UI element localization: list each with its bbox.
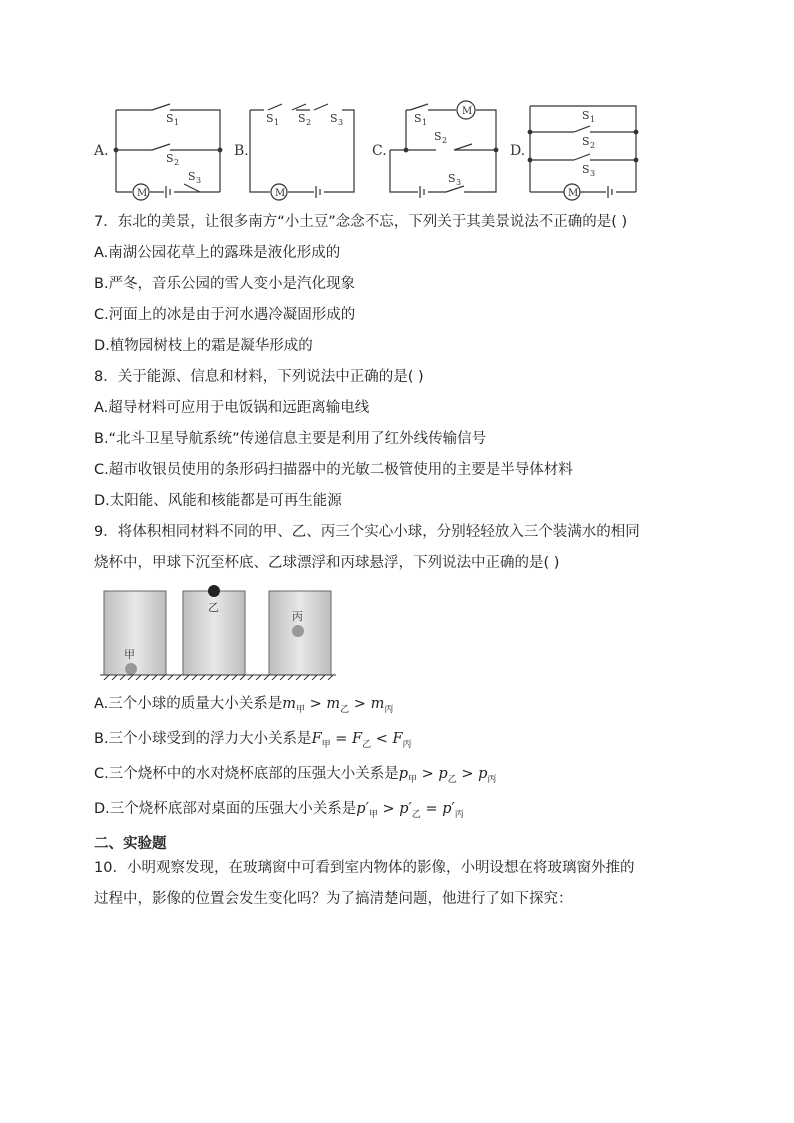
switch-s1-c: S: [414, 112, 422, 125]
circuit-diagrams: [92, 92, 652, 202]
op-gt: >: [417, 766, 439, 782]
beaker-jia: [104, 591, 166, 675]
q9-option-b: [94, 729, 412, 755]
sub-yi: 乙: [340, 704, 350, 715]
var-p: p: [438, 766, 448, 782]
sub-jia: 甲: [296, 704, 306, 715]
op-eq: =: [330, 731, 353, 747]
switch-s1-a-sub: 1: [174, 118, 180, 127]
op-gt: >: [305, 696, 327, 712]
var-m: m: [370, 696, 385, 712]
op-gt: >: [349, 696, 371, 712]
q9-option-a: [94, 694, 393, 720]
q7-option-d: D.植物园树枝上的霜是凝华形成的: [94, 338, 313, 354]
circuit-option-a: [93, 104, 222, 200]
switch-s3-c-sub: 3: [456, 178, 462, 187]
ball-yi: [208, 585, 220, 597]
switch-s1-b: S: [266, 112, 274, 125]
sub-yi: 乙: [447, 774, 457, 785]
q9-option-d: [94, 799, 464, 825]
op-eq: =: [420, 801, 443, 817]
circuit-option-d: [510, 106, 638, 200]
switch-s2-b: S: [298, 112, 306, 125]
beakers-figure: [100, 585, 340, 680]
sub-jia: 甲: [368, 809, 378, 820]
q7-option-b: B.严冬，音乐公园的雪人变小是汽化现象: [94, 276, 356, 292]
switch-s1-b-sub: 1: [274, 118, 280, 127]
var-f: F: [352, 731, 363, 747]
option-c-label: C.: [372, 143, 387, 159]
var-f: F: [392, 731, 403, 747]
q8-option-d: D.太阳能、风能和核能都是可再生能源: [94, 493, 342, 509]
var-f: F: [311, 731, 322, 747]
var-p-prime: p′: [442, 801, 455, 817]
q7-option-a: A.南湖公园花草上的露珠是液化形成的: [94, 245, 341, 261]
switch-s2-c: S: [434, 130, 442, 143]
var-p-prime: p′: [399, 801, 412, 817]
ball-bing-label: 丙: [292, 610, 303, 623]
sub-jia: 甲: [321, 739, 331, 750]
q10-line2: 过程中，影像的位置会发生变化吗？为了搞清楚问题，他进行了如下探究：: [94, 891, 573, 907]
option-b-label: B.: [234, 143, 249, 159]
switch-s3-b-sub: 3: [338, 118, 344, 127]
ball-jia-label: 甲: [124, 648, 135, 661]
q7-option-c: C.河面上的冰是由于河水遇冷凝固形成的: [94, 307, 356, 323]
switch-s3-d-sub: 3: [590, 169, 596, 178]
q9-stem-line1: 9．将体积相同材料不同的甲、乙、丙三个实心小球，分别轻轻放入三个装满水的相同: [94, 524, 640, 540]
sub-yi: 乙: [362, 739, 372, 750]
q8-option-b: B.“北斗卫星导航系统”传递信息主要是利用了红外线传输信号: [94, 431, 487, 447]
switch-s3-c: S: [448, 172, 456, 185]
switch-s3-b: S: [330, 112, 338, 125]
sub-bing: 丙: [402, 739, 412, 750]
switch-s2-d: S: [582, 135, 590, 148]
switch-s1-a: S: [166, 112, 174, 125]
var-p-prime: p′: [356, 801, 369, 817]
circuit-option-b: [234, 104, 354, 200]
q10-line1: 10．小明观察发现，在玻璃窗中可看到室内物体的影像，小明设想在将玻璃窗外推的: [94, 860, 635, 876]
var-m: m: [282, 696, 297, 712]
sub-bing: 丙: [384, 704, 394, 715]
switch-s1-d-sub: 1: [590, 115, 596, 124]
q9-option-d-text: D.三个烧杯底部对桌面的压强大小关系是: [94, 801, 357, 817]
option-a-label: A.: [94, 143, 109, 159]
op-gt: >: [456, 766, 479, 782]
q9-option-c: [94, 764, 496, 790]
ball-bing: [292, 625, 304, 637]
op-lt: <: [371, 731, 393, 747]
q8-option-c: C.超市收银员使用的条形码扫描器中的光敏二极管使用的主要是半导体材料: [94, 462, 573, 478]
q8-stem: 8．关于能源、信息和材料，下列说法中正确的是( ): [94, 369, 424, 385]
q9-option-a-text: A.三个小球的质量大小关系是: [94, 696, 283, 712]
switch-s3-d: S: [582, 163, 590, 176]
q8-option-a: A.超导材料可应用于电饭锅和远距离输电线: [94, 400, 370, 416]
switch-s2-a-sub: 2: [174, 158, 180, 167]
beaker-yi: [183, 585, 245, 675]
q7-stem: 7．东北的美景，让很多南方“小土豆”念念不忘，下列关于其美景说法不正确的是( ): [94, 214, 628, 230]
q9-option-c-text: C.三个烧杯中的水对烧杯底部的压强大小关系是: [94, 766, 399, 782]
var-p: p: [478, 766, 488, 782]
circuit-option-c: [372, 101, 498, 198]
switch-s2-a: S: [166, 152, 174, 165]
switch-s2-d-sub: 2: [590, 141, 596, 150]
var-p: p: [398, 766, 409, 782]
ball-yi-label: 乙: [208, 601, 219, 614]
switch-s2-c-sub: 2: [442, 136, 448, 145]
sub-jia: 甲: [408, 774, 418, 785]
switch-s3-a-sub: 3: [196, 176, 202, 185]
motor-a-label: M: [137, 188, 148, 199]
motor-b-label: M: [275, 188, 286, 199]
beaker-bing: [269, 591, 331, 675]
section-heading: 二、实验题: [94, 836, 167, 852]
option-d-label: D.: [510, 143, 526, 159]
switch-s3-a: S: [188, 170, 196, 183]
ball-jia: [125, 663, 137, 675]
switch-s2-b-sub: 2: [306, 118, 312, 127]
table-surface: [100, 675, 336, 680]
motor-c-label: M: [462, 106, 473, 117]
q9-option-b-text: B.三个小球受到的浮力大小关系是: [94, 731, 312, 747]
motor-d-label: M: [568, 188, 579, 199]
sub-yi: 乙: [411, 809, 421, 820]
var-m: m: [326, 696, 341, 712]
switch-s1-d: S: [582, 109, 590, 122]
switch-s1-c-sub: 1: [422, 118, 428, 127]
sub-bing: 丙: [454, 809, 464, 820]
q9-stem-line2: 烧杯中，甲球下沉至杯底、乙球漂浮和丙球悬浮，下列说法中正确的是( ): [94, 555, 560, 571]
sub-bing: 丙: [487, 774, 497, 785]
op-gt: >: [377, 801, 400, 817]
